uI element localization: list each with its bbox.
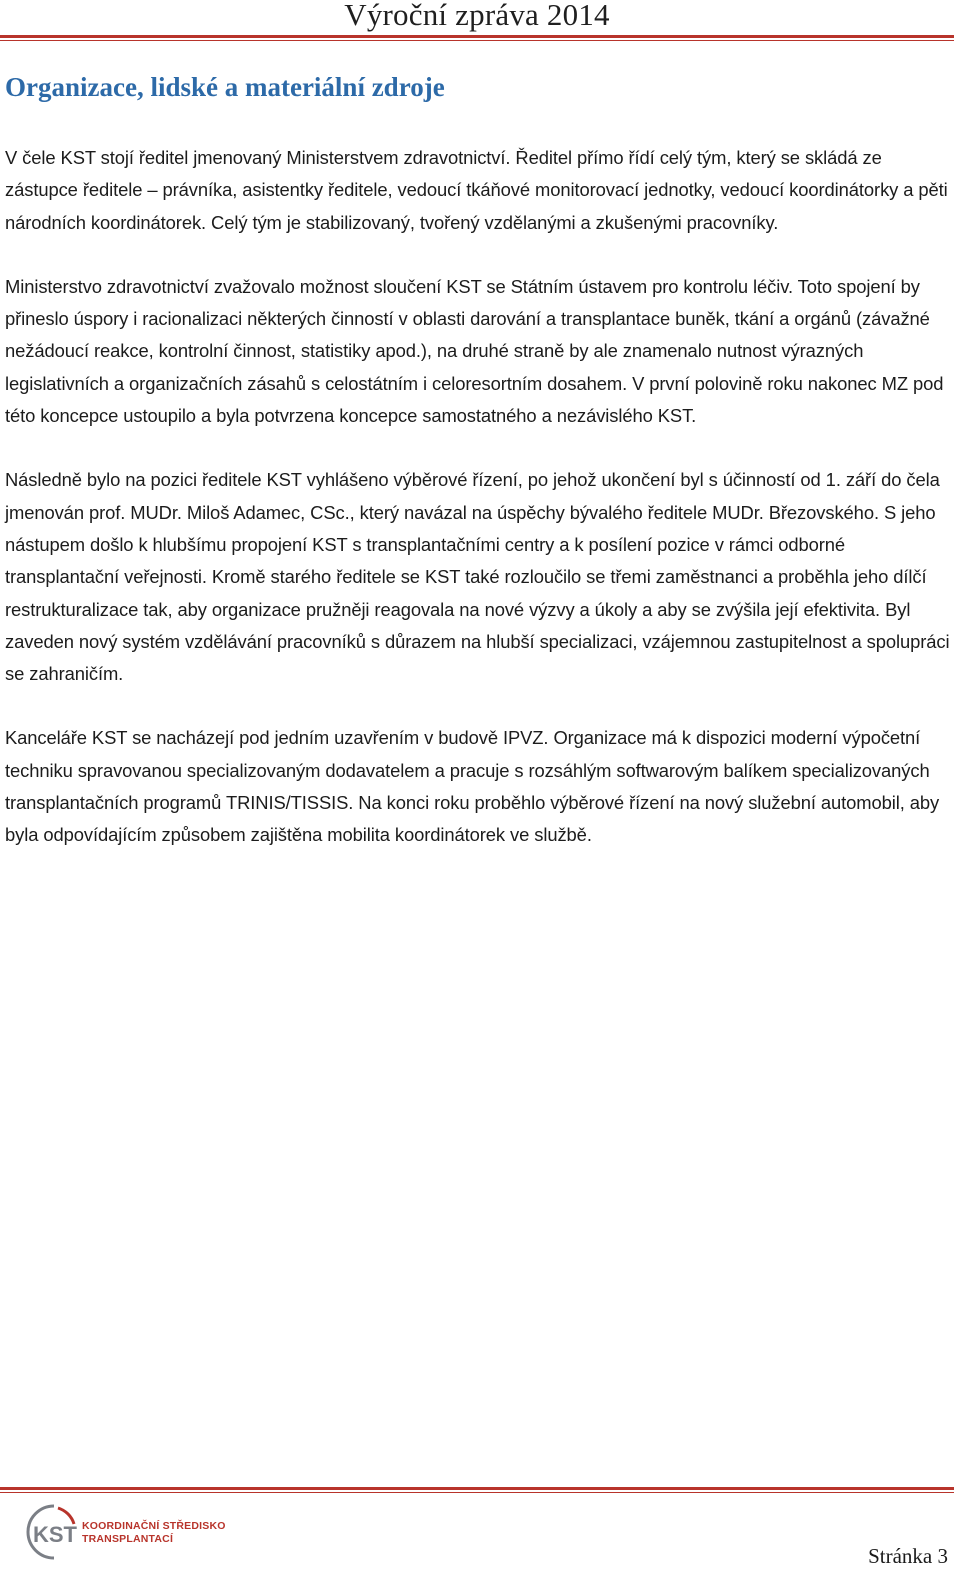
logo-caption <box>82 1520 226 1546</box>
footer-divider-thin <box>0 1492 954 1493</box>
header-divider-thin <box>0 40 954 41</box>
logo-caption-line2: TRANSPLANTACÍ <box>82 1533 174 1545</box>
paragraph-merger: Ministerstvo zdravotnictví zvažovalo možnost sloučení KST se Státním ústavem pro kontrolu léčiv. Toto spojení by přineslo úspory i racionalizaci některých činností v oblasti darování a transplantace buněk, tkání a orgánů (závažné nežádoucí reakce, kontrolní činnost, statistiky apod.), na druhé straně by ale znamenalo nutnost výrazných legislativních a organizačních zásahů s celostátním i celoresortním dosahem. V první polovině roku nakonec MZ pod této koncepce ustoupilo a byla potvrzena koncepce samostatného a nezávislého KST. <box>5 275 944 427</box>
body-text <box>5 142 955 884</box>
header-title: Výroční zpráva 2014 <box>344 0 610 32</box>
kst-logo-icon <box>24 1502 80 1562</box>
paragraph-offices: Kanceláře KST se nacházejí pod jedním uzavřením v budově IPVZ. Organizace má k dispozici moderní výpočetní techniku spravovanou specializovaným dodavatelem a pracuje s rozsáhlým softwarovým balíkem specializovaných transplantačních programů TRINIS/TISSIS. Na konci roku proběhlo výběrové řízení na nový služební automobil, aby byla odpovídajícím způsobem zajištěna mobilita koordinátorek ve službě. <box>5 727 940 846</box>
logo-mark-text: KST <box>33 1522 77 1547</box>
header-divider <box>0 35 954 38</box>
paragraph-new-director: Následně bylo na pozici ředitele KST vyhlášeno výběrové řízení, po jehož ukončení byl s účinností od 1. září do čela jmenován prof. MUDr. Miloš Adamec, CSc., který navázal na úspěchy bývalého ředitele MUDr. Březovského. S jeho nástupem došlo k hlubšímu propojení KST s transplantačními centry a k posílení pozice v rámci odborné transplantační veřejnosti. Kromě starého ředitele se KST také rozloučilo se třemi zaměstnanci a proběhla jeho dílčí restrukturalizace tak, aby organizace pružněji reagovala na nové výzvy a úkoly a aby se zvýšila její efektivita. Byl zaveden nový systém vzdělávání pracovníků s důrazem na hlubší specializaci, vzájemnou zastupitelnost a spolupráci se zahraničím. <box>5 469 950 685</box>
page-number: Stránka 3 <box>868 1544 948 1568</box>
paragraph-leadership: V čele KST stojí ředitel jmenovaný Ministerstvem zdravotnictví. Ředitel přímo řídí celý tým, který se skládá ze zástupce ředitele – právníka, asistentky ředitele, vedoucí tkáňové monitorovací jednotky, vedoucí koordinátorky a pěti národních koordinátorek. Celý tým je stabilizovaný, tvořený vzdělanými a zkušenými pracovníky. <box>5 147 948 233</box>
section-heading: Organizace, lidské a materiální zdroje <box>5 72 445 102</box>
kst-logo <box>24 1502 234 1562</box>
logo-caption-line1: KOORDINAČNÍ STŘEDISKO <box>82 1520 226 1532</box>
footer-divider <box>0 1487 954 1490</box>
